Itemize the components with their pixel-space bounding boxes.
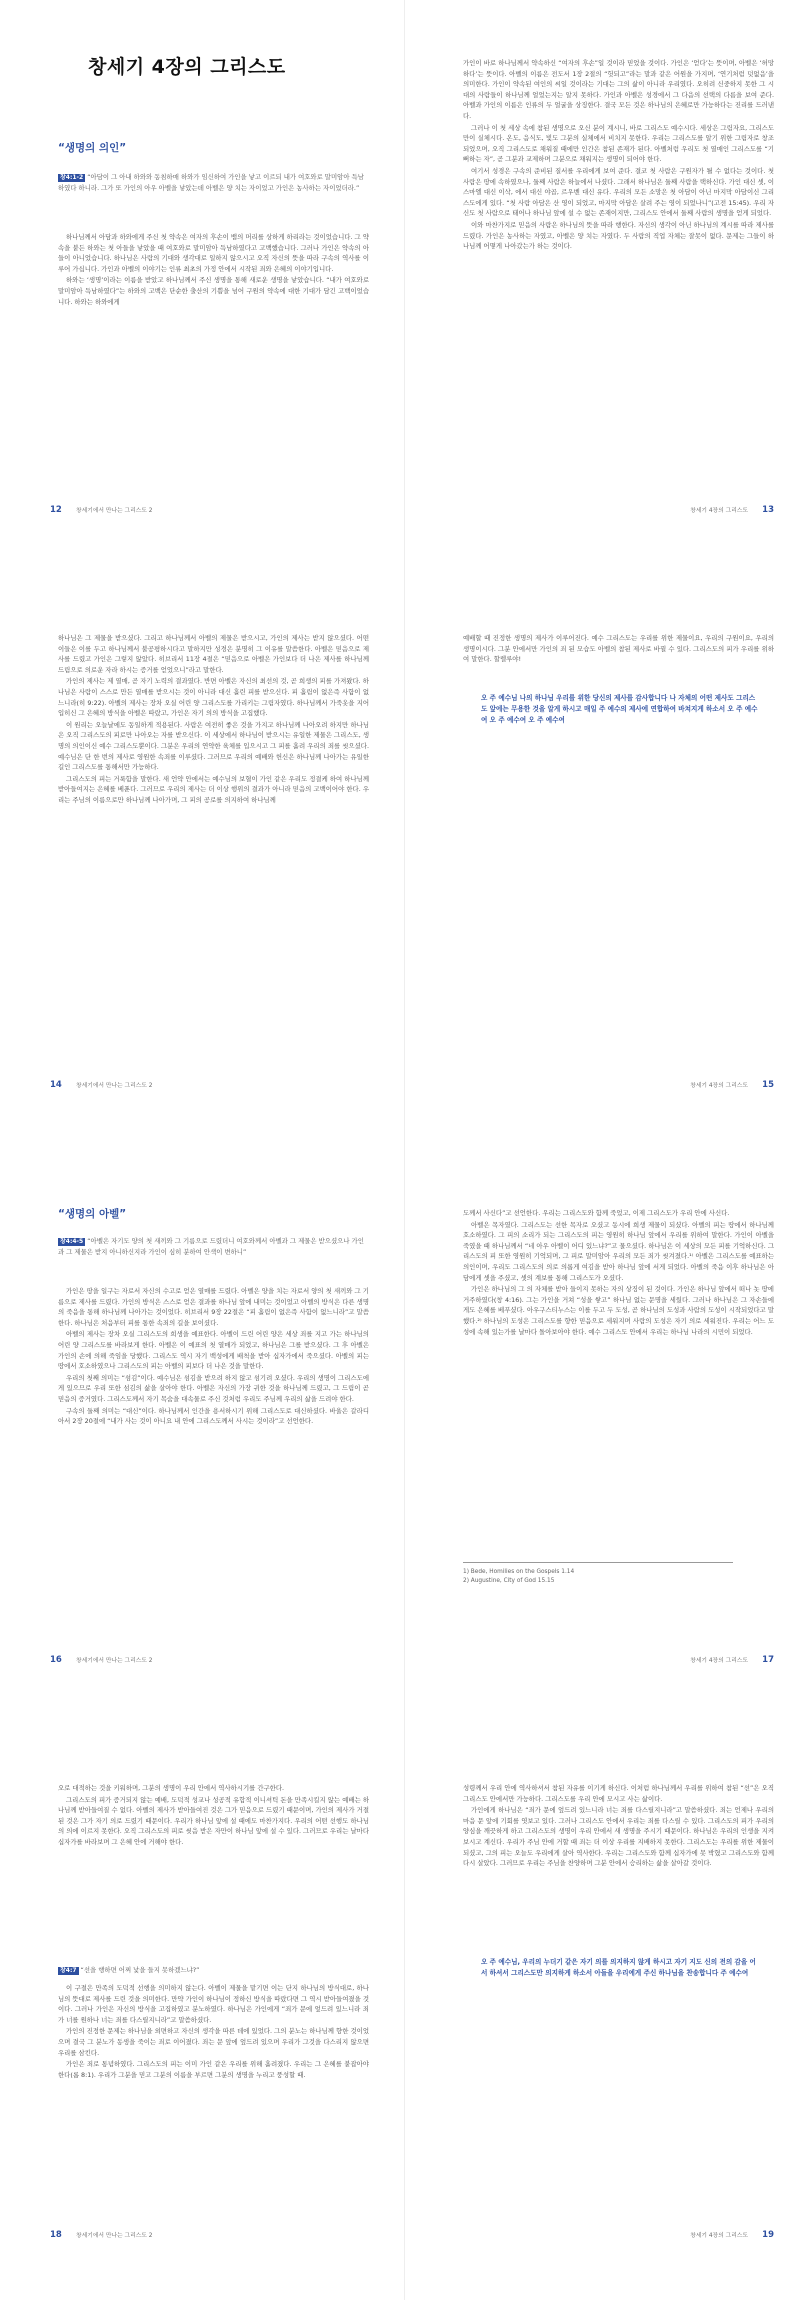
paragraph: 가인에게 하나님은 “죄가 문에 엎드려 있느니라 너는 죄를 다스릴지니라”고 말씀하셨다. 죄는 언제나 우리의 마음 문 앞에 기회를 엿보고 있다. 그러나 그리스도 안에서 우리는 죄를 다스릴 수 있다. 그리스도의 피가 우리의 양심을 깨끗하게 하고 그리스도의 생명이 우리 안에서 새 생명을 주시기 때문이다. 하나님은 우리의 인생을 지켜 보시고 계신다. 우리가 주님 안에 거할 때 죄는 더 이상 우리를 지배하지 못한다. 그리스도는 우리를 위한 제물이 되셨고, 그의 피는 오늘도 우리에게 살아 역사한다. 우리는 그리스도와 함께 십자가에 못 박혔고 그리스도와 함께 다시 살았다. 그러므로 우리는 주님을 찬양하며 그분 안에서 승리하는 삶을 살아갈 것이다.: [463, 1806, 774, 1868]
running-head: 창세기에서 만나는 그리스도 2: [76, 508, 153, 514]
paragraph: 가인의 진정한 문제는 하나님을 외면하고 자신의 생각을 따른 데에 있었다. 그의 분노는 하나님께 향한 것이었으며 결국 그 분노가 동생을 죽이는 죄로 이어졌다. 죄는 문 앞에 엎드려 있으며 우리가 그것을 다스리지 않으면 우리를 삼킨다.: [58, 2027, 369, 2057]
body-text: [463, 1208, 774, 1338]
quote-text: “선을 행하면 어찌 낯을 들지 못하겠느냐?”: [80, 1966, 200, 1974]
body-text: [463, 58, 774, 253]
body-text: [58, 1286, 369, 1428]
spread-pages-14-15: [0, 575, 810, 1150]
page-18: [0, 1725, 405, 2300]
paragraph: 그리스도의 피가 증거되지 않는 예배, 도덕적 성교나 성공적 유합적 이니셔틱 돈을 만족시킬지 않는 예배는 하나님께 받아들여질 수 없다. 아벨의 제사가 받아들여진 것은 그가 믿음으로 드렸기 때문이며, 가인의 제사가 거절된 것은 그가 자기 의로 드렸기 때문이다. 우리가 하나님 앞에 설 때에도 마찬가지다. 우리의 어떤 선행도 하나님의 의에 이르지 못한다. 오직 그리스도의 피로 씻음 받은 자만이 하나님 앞에 설 수 있다. 그러므로 우리는 날마다 십자가를 바라보며 그 은혜 안에 거해야 한다.: [58, 1795, 369, 1846]
paragraph: 하와는 ‘생명’이라는 이름을 받았고 하나님께서 주신 생명을 통해 새로운 생명을 낳았습니다. “내가 여호와로 말미암아 득남하였다”는 하와의 고백은 단순한 출산의 기쁨을 넘어 구원의 약속에 대한 기대가 담긴 고백이었습니다. 하와는 하와에게: [58, 276, 369, 306]
running-head: 창세기에서 만나는 그리스도 2: [76, 1658, 153, 1664]
paragraph: 가인의 제사는 제 열매, 곧 자기 노력의 결과였다. 반면 아벨은 자신의 최선의 것, 곧 희생의 피를 가져왔다. 하나님은 사람이 스스로 만든 열매를 받으시는 것이 아니라 대신 흘린 피를 받으신다. 피 흘림이 없은즉 사함이 없느니라(히 9:22). 아벨의 제사는 장차 오실 어린 양 그리스도를 가리키는 그림자였다. 하나님께서 가죽옷을 지어 입히신 그 은혜의 방식을 아벨은 따랐고, 가인은 자기 의의 방식을 고집했다.: [58, 677, 369, 718]
paragraph: 구속의 둘째 의미는 “대신”이다. 하나님께서 인간을 용서하시기 위해 그리스도로 대신하셨다. 바울은 갈라디아서 2장 20절에 “내가 사는 것이 아니요 내 안에 그리스도께서 사시는 것이라”고 선언한다.: [58, 1406, 369, 1426]
prayer-text: 오 주 예수님 나의 하나님 우리를 위한 당신의 제사를 감사합니다 나 자체의 어떤 제사도 그리스도 앞에는 무용한 것을 알게 하시고 매일 주 예수의 제사에 연합하여 바쳐지게 하소서 오 주 예수여 오 주 예수여 오 주 예수여: [481, 694, 758, 724]
paragraph: 이와 마찬가지로 믿음의 사람은 하나님의 뜻을 따라 행한다. 자신의 생각이 아닌 하나님의 계시를 따라 제사를 드렸다. 가인은 농사하는 자였고, 아벨은 양 치는 자였다. 두 사람의 직업 자체는 잘못이 없다. 문제는 그들이 하나님께 어떻게 나아갔는가 하는 것이다.: [463, 220, 774, 251]
section-heading: “생명의 의인”: [58, 142, 127, 154]
footnote-divider: [463, 1562, 733, 1563]
page-17: [405, 1150, 810, 1725]
body-text-top: [58, 1783, 369, 1849]
running-head: 창세기 4장의 그리스도: [690, 1658, 748, 1664]
running-head: 창세기에서 만나는 그리스도 2: [76, 2233, 153, 2239]
paragraph: 오로 대적하는 것을 키워하며, 그분의 생명이 우리 안에서 역사하시기를 간구한다.: [58, 1784, 285, 1792]
verse-reference-badge: 창4:1-2: [60, 174, 84, 181]
footnote: 1) Bede, Homilies on the Gospels 1.14: [463, 1569, 575, 1575]
body-text: [463, 633, 774, 666]
paragraph: 가인이 바로 하나님께서 약속하신 “여자의 후손”일 것이라 믿었을 것이다. 가인은 ‘얻다’는 뜻이며, 아벨은 ‘허망하다’는 뜻이다. 아벨의 이름은 전도서 1장 2절의 “헛되고”라는 말과 같은 어원을 가지며, ‘연기처럼 덧없음’을 의미한다. 가인이 약속된 여인의 씨일 것이라는 기대는 그의 삶이 아니라 우리였다. 오히려 신중하지 못한 그 시대의 사람들이 하나님께 얼었는지는 알지 못하다. 가인과 아벨은 성경에서 그 다음의 선택의 다름을 보여 준다. 아벨과 가인의 이름은 인류의 두 얼굴을 상징한다. 결국 모든 것은 하나님의 은혜로만 가능하다는 진리를 드러낸다.: [463, 59, 774, 120]
paragraph: 아벨은 목자였다. 그리스도는 선한 목자로 오셨고 동시에 희생 제물이 되셨다. 아벨의 피는 땅에서 하나님께 호소하였다. 그 피의 소리가 되는 그리스도의 피는 영원히 하나님 앞에서 우리를 위하여 말한다. 가인이 아벨을 죽였을 때 하나님께서 “네 아우 아벨이 어디 있느냐?”고 물으셨다. 하나님은 이 세상의 모든 피를 기억하신다. 그리스도의 피 또한 영원히 기억되며, 그 피로 말미암아 우리의 모든 죄가 씻겨졌다.¹⁾ 아벨은 그리스도를 예표하는 의인이며, 우리도 그리스도의 의로 의롭게 여김을 받아 하나님 앞에 서게 되었다. 아벨의 죽음 이후 하나님은 아담에게 셋을 주셨고, 셋의 계보를 통해 그리스도가 오셨다.: [463, 1220, 774, 1282]
page-number: 12: [50, 505, 62, 515]
spread-pages-18-19: [0, 1725, 810, 2300]
page-number: 17: [762, 1655, 774, 1665]
running-head: 창세기 4장의 그리스도: [690, 1083, 748, 1089]
verse-reference-badge: 창4:7: [60, 1967, 77, 1974]
scripture-quote: [58, 1236, 369, 1257]
paragraph: 가인은 죄로 통념하였다. 그리스도의 피는 이미 가인 같은 우리를 위해 흘려졌다. 우리는 그 은혜를 붙잡아야 한다(롬 8:1). 우리가 그분을 믿고 그분의 이름을 부르면 그분의 생명을 누리고 풍성할 때.: [58, 2060, 369, 2079]
body-text: [463, 1783, 774, 1870]
quote-text: “아벨은 자기도 양의 첫 새끼와 그 기름으로 드렸더니 여호와께서 아벨과 그 제물은 받으셨으나 가인과 그 제물은 받지 아니하신지라 가인이 심히 분하여 안색이 변하니”: [58, 1237, 364, 1256]
paragraph: 하나님은 그 제물을 받으셨다. 그리고 하나님께서 아벨의 제물은 받으시고, 가인의 제사는 받지 않으셨다. 어떤 이들은 이를 두고 하나님께서 불공평하시다고 말하지만 성경은 분명히 그 이유를 말씀한다. 아벨은 믿음으로 제사를 드렸고 가인은 그렇지 않았다. 히브리서 11장 4절은 “믿음으로 아벨은 가인보다 더 나은 제사를 하나님께 드림으로 의로운 자라 하시는 증거를 얻었으니”라고 말한다.: [58, 634, 369, 674]
page-15: [405, 575, 810, 1150]
section-heading: “생명의 아벨”: [58, 1208, 127, 1220]
paragraph: 이 원리는 오늘날에도 동일하게 적용된다. 사람은 여전히 좋은 것을 가지고 하나님께 나아오려 하지만 하나님은 오직 그리스도의 피로만 나아오는 자를 받으신다. 이 세상에서 하나님이 받으시는 유일한 제물은 그리스도, 생명의 의인이신 예수 그리스도뿐이다. 그분은 우리의 연약한 육체를 입으시고 그 피를 흘려 우리의 죄를 씻으셨다. 예수님은 단 한 번의 제사로 영원한 속죄를 이루셨다. 그러므로 우리의 예배와 헌신은 하나님께 나아가는 유일한 길인 그리스도를 통해서만 가능하다.: [58, 720, 369, 772]
body-text: [58, 633, 369, 807]
spread-pages-12-13: [0, 0, 810, 575]
paragraph: 성령께서 우리 안에 역사하셔서 참된 자유를 이기게 하신다. 이처럼 하나님께서 우리를 위하여 참된 “선”은 오직 그리스도 안에서만 가능하다. 그리스도를 우리 안에 모시고 사는 삶이다.: [463, 1784, 774, 1803]
spread-pages-16-17: [0, 1150, 810, 1725]
page-14: [0, 575, 405, 1150]
running-head: 창세기 4장의 그리스도: [690, 508, 748, 514]
chapter-title: 창세기 4장의 그리스도: [88, 56, 286, 78]
paragraph: 가인은 땅을 일구는 자로서 자신의 수고로 얻은 열매를 드렸다. 아벨은 양을 치는 자로서 양의 첫 새끼와 그 기름으로 제사를 드렸다. 가인의 방식은 스스로 얻은 결과를 하나님 앞에 내미는 것이었고 아벨의 방식은 다른 생명의 죽음을 통해 하나님께 나아가는 것이었다. 히브리서 9장 22절은 “피 흘림이 없은즉 사함이 없느니라”고 말씀한다. 하나님은 처음부터 피를 통한 속죄의 길을 보이셨다.: [58, 1287, 369, 1327]
page-19: [405, 1725, 810, 2300]
paragraph: 여기서 성경은 구속의 준비된 질서를 우리에게 보여 준다. 결코 첫 사람은 구원자가 될 수 없다는 것이다. 첫 사람은 땅에 속하였으나, 둘째 사람은 하늘에서 나셨다. 그래서 하나님은 둘째 사람을 택하신다. 가인 대신 셋, 이스마엘 대신 이삭, 에서 대신 야곱, 르우벤 대신 유다. 우리의 모든 소망은 첫 아담이 아닌 마지막 아담이신 그리스도에게 있다. “첫 사람 아담은 산 영이 되었고, 마지막 아담은 살려 주는 영이 되었나니”(고전 15:45). 우리 자신도 첫 사람으로 태어나 하나님 앞에 설 수 없는 존재이지만, 그리스도 안에서 둘째 사람의 생명을 얻게 되었다.: [463, 166, 774, 218]
paragraph: 우리의 첫째 의미는 “섬김”이다. 예수님은 섬김을 받으려 하지 않고 섬기려 오셨다. 우리의 생명이 그리스도에게 있으므로 우리 또한 섬김의 삶을 살아야 한다. 아벨은 자신의 가장 귀한 것을 하나님께 드렸고, 그 드림이 곧 믿음의 증거였다. 그리스도께서 자기 목숨을 대속물로 주신 것처럼 우리도 주님께 우리의 삶을 드려야 한다.: [58, 1373, 369, 1403]
paragraph: 가인은 하나님의 그 의 자체를 받아 들이지 못하는 자의 상징이 된 것이다. 가인은 하나님 앞에서 떠나 놋 땅에 거주하였다(창 4:16). 그는 가인을 거쳐 “성을 쌓고” 하나님 없는 문명을 세웠다. 그러나 하나님은 그 자손들에게도 은혜를 베푸셨다. 아우구스티누스는 이를 두고 두 도성, 곧 하나님의 도성과 사람의 도성이 시작되었다고 말했다.²⁾ 하나님의 도성은 그리스도를 향한 믿음으로 세워지며 사람의 도성은 자기 의로 세워진다. 우리는 어느 도성에 속해 있는가를 날마다 돌아보아야 한다. 예수 그리스도 안에서 우리는 하나님 나라의 시민이 되었다.: [463, 1285, 774, 1336]
page-number: 16: [50, 1655, 62, 1665]
paragraph: 그러나 이 첫 세상 속에 참된 생명으로 오신 분이 계시니, 바로 그리스도 예수시다. 세상은 그림자요, 그리스도만이 실체시다. 온도, 음식도, 빛도 그분의 실체에서 비치지 못한다. 우리는 그리스도를 알기 위한 그림자로 창조되었으며, 오직 그리스도로 채워질 때에만 인간은 참된 존재가 된다. 아벨처럼 우리도 첫 열매인 그리스도를 “기뻐하는 자”, 곧 그분과 교제하며 그분으로 채워지는 생명이 되어야 한다.: [463, 123, 774, 164]
paragraph: 아벨의 제사는 장차 오실 그리스도의 희생을 예표한다. 아벨이 드린 어린 양은 세상 죄를 지고 가는 하나님의 어린 양 그리스도를 바라보게 한다. 아벨은 이 예표의 첫 열매가 되었고, 하나님은 그를 받으셨다. 그 후 아벨은 가인의 손에 의해 죽임을 당했다. 그리스도 역시 자기 백성에게 배척을 받아 십자가에서 죽으셨다. 아벨의 피는 땅에서 호소하였으나 그리스도의 피는 아벨의 피보다 더 나은 것을 말한다.: [58, 1330, 369, 1371]
page-number: 18: [50, 2230, 62, 2240]
page-13: [405, 0, 810, 575]
paragraph: 하나님께서 아담과 하와에게 주신 첫 약속은 여자의 후손이 뱀의 머리를 상하게 하리라는 것이었습니다. 그 약속을 붙든 하와는 첫 아들을 낳았을 때 여호와로 말미암아 득남하였다고 고백했습니다. 그러나 가인은 약속의 아들이 아니었습니다. 하나님은 사람의 기대와 생각대로 일하지 않으시고 오직 자신의 뜻을 따라 구속의 역사를 이루어 가십니다. 가인과 아벨의 이야기는 인류 최초의 가정 안에서 시작된 죄와 은혜의 이야기입니다.: [58, 233, 369, 273]
page-number: 14: [50, 1080, 62, 1090]
quote-text: “아담이 그 아내 하와와 동침하매 하와가 임신하여 가인을 낳고 이르되 내가 여호와로 말미암아 득남하였다 하니라. 그가 또 가인의 아우 아벨을 낳았는데 아벨은 양 치는 자이었고 가인은 농사하는 자이었더라.”: [58, 173, 364, 192]
paragraph: 예배할 때 진정한 생명의 제사가 이루어진다. 예수 그리스도는 우리를 위한 제물이요, 우리의 구원이요, 우리의 생명이시다. 그분 안에서만 가인의 죄 된 모습도 아벨의 참된 제사로 바뀔 수 있다. 그리스도의 피가 우리를 위하여 말한다. 할렐루야!: [463, 634, 774, 664]
paragraph: 그리스도의 피는 거룩함을 말한다. 새 언약 안에서는 예수님의 보혈이 가인 같은 우리도 정결케 하여 하나님께 받아들여지는 은혜를 베푼다. 그러므로 우리의 제사는 더 이상 행위의 결과가 아니라 믿음의 고백이어야 한다. 우리는 주님의 이름으로만 하나님께 나아가며, 그 피의 공로를 의지하여 하나님께: [58, 774, 369, 804]
page-16: [0, 1150, 405, 1725]
running-head: 창세기 4장의 그리스도: [690, 2233, 748, 2239]
page-number: 19: [762, 2230, 774, 2240]
paragraph: 도께서 사신다”고 선언한다. 우리는 그리스도와 함께 죽었고, 이제 그리스도가 우리 안에 사신다.: [463, 1209, 730, 1217]
scripture-quote: [58, 1965, 369, 1976]
footnote: 2) Augustine, City of God 15.15: [463, 1578, 555, 1584]
page-12: [0, 0, 405, 575]
running-head: 창세기에서 만나는 그리스도 2: [76, 1083, 153, 1089]
verse-reference-badge: 창4:4-5: [60, 1238, 84, 1245]
footnotes: [463, 1568, 774, 1586]
body-text-bottom: [58, 1983, 369, 2081]
page-number: 13: [762, 505, 774, 515]
body-text: [58, 232, 369, 308]
prayer-text: 오 주 예수님, 우리의 누더기 같은 자기 의를 의지하지 않게 하시고 자기 지도 신의 전의 감을 어서 하셔서 그리스도만 의지하게 하소서 아들을 우리에게 주신 하나님을 찬송합니다 주 예수여: [481, 1958, 756, 1977]
paragraph: 이 구절은 만족의 도덕적 선행을 의미하지 않는다. 아벨이 제물을 맡기면 이는 단지 하나님의 방식대로, 하나님의 뜻대로 제사를 드린 것을 의미한다. 만약 가인이 하나님이 정하신 방식을 따랐다면 그 역시 받아들여졌을 것이다. 그러나 가인은 자신의 방식을 고집하였고 분노하였다. 하나님은 가인에게 “죄가 문에 엎드려 있느니라 죄가 너를 원하나 너는 죄를 다스릴지니라”고 말씀하셨다.: [58, 1984, 369, 2024]
scripture-quote: [58, 172, 369, 193]
page-number: 15: [762, 1080, 774, 1090]
